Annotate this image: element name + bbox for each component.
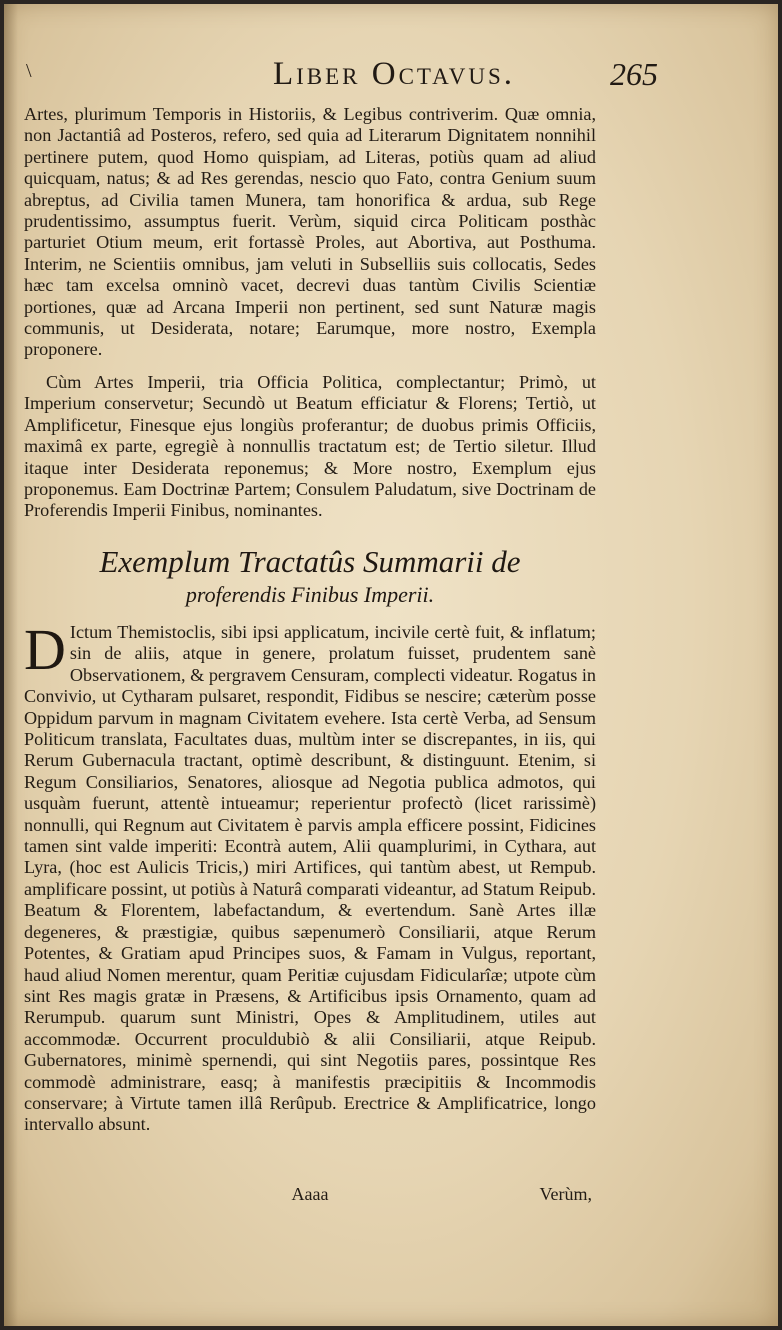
book-page bbox=[4, 4, 778, 1326]
section-heading-line-1: Exemplum Tractatûs Summarii de bbox=[99, 544, 521, 579]
page-footer bbox=[24, 1184, 596, 1208]
drop-cap: D bbox=[24, 617, 66, 682]
running-head bbox=[24, 56, 764, 100]
page-number: 265 bbox=[610, 56, 658, 92]
section-heading-line-2: proferendis Finibus Imperii. bbox=[185, 582, 435, 607]
signature-mark: Aaaa bbox=[291, 1184, 329, 1204]
paragraph-2 bbox=[24, 372, 596, 522]
running-head-title: Liber Octavus. bbox=[272, 56, 516, 92]
paragraph-2-text: Cùm Artes Imperii, tria Officia Politica, complectantur; Primò, ut Imperium conservetur; Secundò ut Beatum efficiatur & Florens; Tertiò, ut Amplificetur, Finesque ejus longiùs proferantur; de duobus primis Officiis, maximâ ex parte, egregiè à nonnullis tractatum est; de Tertio siletur. Illud itaque inter Desiderata reponemus; & More nostro, Exemplum ejus proponemus. Eam Doctrinæ Partem; Consulem Paludatum, sive Doctrinam de Proferendis Imperii Finibus, nominantes. bbox=[24, 372, 596, 521]
catchword: Verùm, bbox=[539, 1184, 592, 1204]
paragraph-1 bbox=[24, 104, 596, 361]
paragraph-1-text: Artes, plurimum Temporis in Historiis, & Legibus contriverim. Quæ omnia, non Jactantiâ ad Posteros, refero, sed quia ad Literarum Dignitatem nonnihil pertinere putem, quod Homo quispiam, ad Literas, potiùs quam ad aliud quicquam, natus; & ad Res gerendas, nescio quo Fato, contra Genium suum abreptus, ad Civilia tamen Munera, tam honorifica & ardua, sub Rege prudentissimo, assumptus fuerit. Verùm, siquid circa Politicam posthàc parturiet Otium meum, erit fortassè Proles, aut Abortiva, aut Posthuma. Interim, ne Scientiis omnibus, jam veluti in Subselliis suis collocatis, Sedes hæc tam excelsa omninò vacet, decrevi duas tantùm Civilis Scientiæ portiones, quæ ad Arcana Imperii non pertinent, sed sunt Naturæ magis communis, ut Desiderata, notare; Earumque, more nostro, Exempla proponere. bbox=[24, 104, 596, 360]
ink-mark: \ bbox=[26, 60, 32, 82]
section-heading bbox=[24, 544, 596, 608]
paragraph-3-text: Ictum Themistoclis, sibi ipsi applicatum, incivile certè fuit, & inflatum; sin de aliis, atque in genere, prolatum fuisset, prudentem sanè Observationem, & pergravem Censuram, complecti videatur. Rogatus in Convivio, ut Cytharam pulsaret, respondit, Fidibus se nescire; cæterùm posse Oppidum parvum in magnam Civitatem evehere. Ista certè Verba, ad Sensum Politicum translata, Facultates duas, multùm inter se discrepantes, in iis, qui Rerum Gubernacula tractant, optimè describunt, & distinguunt. Etenim, si Regum Consiliarios, Senatores, aliosque ad Negotia publica admotos, qui usquàm fuerunt, attentè intueamur; reperientur profectò (licet rarissimè) nonnulli, qui Regnum aut Civitatem è parvis ampla efficere possint, Fidicines tamen sint valde imperiti: Econtrà autem, Alii quamplurimi, in Cythara, aut Lyra, (hoc est Aulicis Tricis,) miri Artifices, qui tantùm abest, ut Rempub. amplificare possint, ut potiùs à Naturâ comparati videantur, ad Statum Reipub. Beatum & Florentem, labefactandum, & evertendum. Sanè Artes illæ degeneres, & præstigiæ, quibus sæpenumerò Consiliarii, atque Rerum Potentes, & Gratiam apud Principes suos, & Famam in Vulgus, reportant, haud aliud Nomen merentur, quam Peritiæ cujusdam Fidicularîæ; utpote cùm sint Res magis gratæ in Præsens, & Artificibus ipsis Ornamento, quam ad Rerumpub. quarum sunt Ministri, Opes & Amplitudinem, utiles aut accommodæ. Occurrent proculdubiò & alii Consiliarii, atque Reipub. Gubernatores, minimè spernendi, qui sint Negotiis pares, possintque Res commodè administrare, easq; à manifestis præcipitiis & Incommodis conservare; à Virtute tamen illâ Rerûpub. Erectrice & Amplificatrice, longo intervallo absunt. bbox=[24, 622, 596, 1135]
page-gutter-shadow bbox=[4, 4, 18, 1326]
paragraph-3 bbox=[24, 617, 596, 1136]
